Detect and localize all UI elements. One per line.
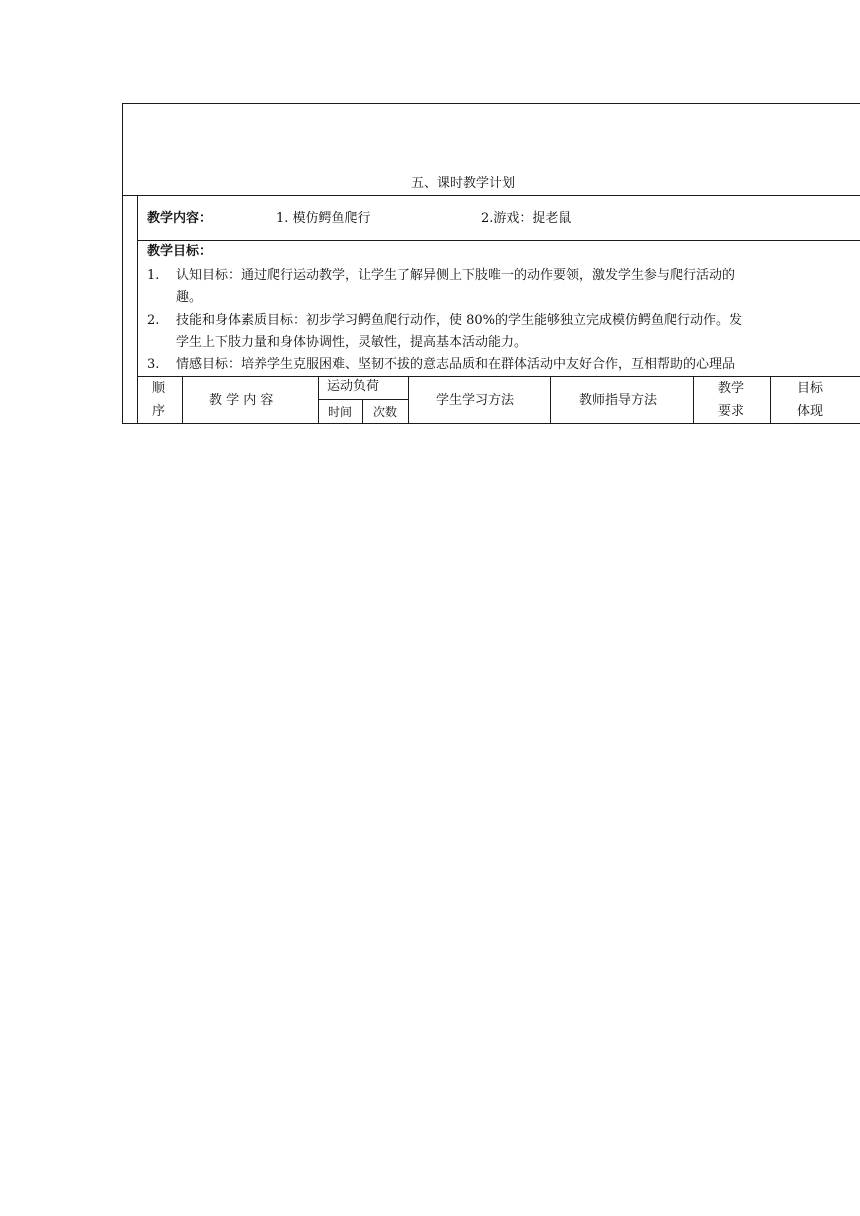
objective-number: 2. bbox=[147, 313, 160, 328]
header-requirement-top: 教学 bbox=[718, 381, 745, 396]
objective-text-continued: 趣。 bbox=[176, 290, 203, 305]
objective-text: 情感目标：培养学生克服困难、坚韧不拔的意志品质和在群体活动中友好合作，互相帮助的心理品 bbox=[176, 357, 736, 372]
header-teaching-content: 教 学 内 容 bbox=[209, 393, 274, 408]
objective-number: 3. bbox=[147, 357, 160, 372]
header-goal-bottom: 体现 bbox=[797, 404, 824, 419]
header-order-top: 顺 bbox=[152, 381, 166, 396]
inner-left-border bbox=[137, 195, 138, 424]
content-row-divider bbox=[137, 240, 860, 241]
col-divider-2 bbox=[318, 376, 319, 424]
header-student-method: 学生学习方法 bbox=[436, 393, 515, 408]
header-requirement-bottom: 要求 bbox=[718, 404, 745, 419]
content-label: 教学内容： bbox=[147, 211, 213, 226]
header-exercise-load: 运动负荷 bbox=[327, 379, 380, 394]
load-subrow-divider bbox=[318, 399, 408, 400]
col-divider-1 bbox=[182, 376, 183, 424]
header-goal-top: 目标 bbox=[797, 381, 824, 396]
header-count: 次数 bbox=[373, 405, 398, 419]
objective-text: 技能和身体素质目标：初步学习鳄鱼爬行动作，使 80%的学生能够独立完成模仿鳄鱼爬行动作。发 bbox=[176, 313, 743, 328]
section-title: 五、课时教学计划 bbox=[411, 176, 516, 191]
header-order-bottom: 序 bbox=[152, 404, 166, 419]
frame-bottom-border bbox=[122, 423, 860, 424]
col-divider-4 bbox=[408, 376, 409, 424]
col-divider-5 bbox=[550, 376, 551, 424]
objective-text: 认知目标：通过爬行运动教学，让学生了解异侧上下肢唯一的动作要领，激发学生参与爬行活动的 bbox=[176, 268, 736, 283]
frame-left-border bbox=[122, 103, 123, 424]
objective-text-continued: 学生上下肢力量和身体协调性，灵敏性，提高基本活动能力。 bbox=[176, 335, 528, 350]
col-divider-7 bbox=[770, 376, 771, 424]
title-row-divider bbox=[122, 195, 860, 196]
header-teacher-method: 教师指导方法 bbox=[579, 393, 658, 408]
frame-top-border bbox=[122, 103, 860, 104]
objectives-label: 教学目标： bbox=[147, 244, 213, 259]
col-divider-6 bbox=[693, 376, 694, 424]
content-item-1: 1. 模仿鳄鱼爬行 bbox=[276, 211, 371, 226]
header-row-top-border bbox=[137, 376, 860, 377]
header-time: 时间 bbox=[328, 405, 353, 419]
objective-number: 1. bbox=[147, 268, 160, 283]
content-item-2: 2.游戏：捉老鼠 bbox=[481, 211, 572, 226]
col-divider-3 bbox=[362, 399, 363, 424]
